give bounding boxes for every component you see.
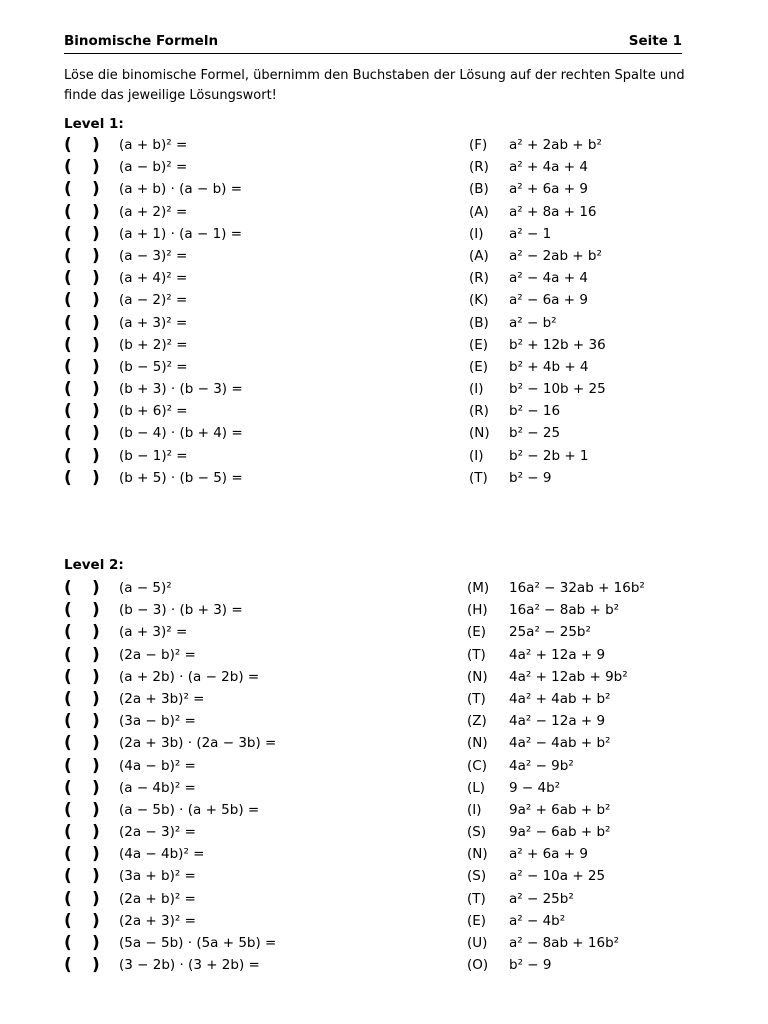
solution-letter: (I) — [469, 447, 484, 464]
answer-blank-close-paren: ) — [92, 223, 100, 244]
answer-blank-open-paren[interactable]: ( — [64, 910, 72, 931]
exercise-expression: (4a − b)² = — [119, 757, 196, 774]
answer-blank-open-paren[interactable]: ( — [64, 201, 72, 222]
exercise-row — [0, 268, 768, 290]
level-2-exercise-list — [0, 578, 768, 977]
answer-blank-open-paren[interactable]: ( — [64, 777, 72, 798]
solution-letter: (R) — [469, 270, 489, 287]
solution-expression: b² − 25 — [509, 425, 561, 442]
exercise-expression: (a + 3)² = — [119, 314, 188, 331]
solution-expression: 4a² + 12a + 9 — [509, 646, 606, 663]
answer-blank-close-paren: ) — [92, 955, 100, 976]
instructions-text: Löse die binomische Formel, übernimm den Buchstaben der Lösung auf der rechten Spalte und finde das jeweilige Lösungswort! — [64, 68, 685, 103]
answer-blank-close-paren: ) — [92, 822, 100, 843]
exercise-expression: (2a + 3)² = — [119, 912, 196, 929]
exercise-expression: (2a + 3b) · (2a − 3b) = — [119, 735, 277, 752]
solution-expression: b² − 9 — [509, 469, 552, 486]
solution-expression: 16a² − 8ab + b² — [509, 602, 620, 619]
exercise-row — [0, 379, 768, 401]
solution-expression: a² − 4b² — [509, 912, 566, 929]
solution-expression: a² − 8ab + 16b² — [509, 935, 620, 951]
document-title: Binomische Formeln — [64, 33, 219, 49]
solution-letter: (A) — [469, 203, 489, 220]
answer-blank-open-paren[interactable]: ( — [64, 666, 72, 687]
exercise-row — [0, 622, 768, 644]
exercise-expression: (2a − 3)² = — [119, 824, 196, 841]
exercise-row — [0, 667, 768, 689]
exercise-row — [0, 866, 768, 888]
answer-blank-close-paren: ) — [92, 401, 100, 422]
answer-blank-close-paren: ) — [92, 666, 100, 687]
exercise-row — [0, 911, 768, 933]
answer-blank-open-paren[interactable]: ( — [64, 423, 72, 444]
answer-blank-open-paren[interactable]: ( — [64, 290, 72, 311]
solution-expression: a² − 1 — [509, 225, 552, 242]
solution-letter: (T) — [467, 646, 486, 663]
answer-blank-open-paren[interactable]: ( — [64, 955, 72, 976]
solution-expression: 9a² − 6ab + b² — [509, 824, 611, 841]
solution-expression: 16a² − 32ab + 16b² — [509, 580, 645, 596]
answer-blank-open-paren[interactable]: ( — [64, 223, 72, 244]
exercise-expression: (a + b)² = — [119, 137, 188, 153]
exercise-row — [0, 645, 768, 667]
exercise-expression: (b − 5)² = — [119, 358, 188, 375]
solution-letter: (N) — [469, 425, 490, 442]
level-1-title: Level 1: — [64, 116, 124, 132]
exercise-row — [0, 600, 768, 622]
solution-letter: (T) — [467, 890, 486, 907]
solution-letter: (T) — [467, 690, 486, 707]
exercise-row — [0, 578, 768, 600]
exercise-expression: (a − 4b)² = — [119, 779, 196, 796]
solution-letter: (E) — [467, 624, 487, 641]
exercise-row — [0, 202, 768, 224]
exercise-expression: (2a − b)² = — [119, 646, 196, 663]
solution-letter: (M) — [467, 580, 490, 596]
answer-blank-close-paren: ) — [92, 245, 100, 266]
exercise-expression: (a − b)² = — [119, 159, 188, 176]
answer-blank-close-paren: ) — [92, 600, 100, 621]
solution-letter: (U) — [467, 935, 488, 951]
solution-expression: 4a² − 9b² — [509, 757, 574, 774]
answer-blank-open-paren[interactable]: ( — [64, 445, 72, 466]
exercise-row — [0, 933, 768, 955]
answer-blank-close-paren: ) — [92, 866, 100, 887]
header-divider — [64, 53, 682, 54]
exercise-expression: (a − 2)² = — [119, 292, 188, 309]
solution-letter: (N) — [467, 668, 488, 685]
solution-expression: a² + 6a + 9 — [509, 846, 588, 863]
answer-blank-close-paren: ) — [92, 777, 100, 798]
answer-blank-close-paren: ) — [92, 755, 100, 776]
answer-blank-close-paren: ) — [92, 356, 100, 377]
solution-letter: (T) — [469, 469, 488, 486]
exercise-expression: (4a − 4b)² = — [119, 846, 205, 863]
exercise-expression: (5a − 5b) · (5a + 5b) = — [119, 935, 277, 951]
exercise-row — [0, 335, 768, 357]
exercise-row — [0, 401, 768, 423]
solution-letter: (O) — [467, 957, 489, 974]
exercise-expression: (a − 5b) · (a + 5b) = — [119, 801, 260, 818]
solution-expression: a² + 2ab + b² — [509, 137, 602, 153]
answer-blank-close-paren: ) — [92, 888, 100, 909]
answer-blank-open-paren[interactable]: ( — [64, 644, 72, 665]
solution-expression: a² + 6a + 9 — [509, 181, 588, 198]
exercise-expression: (2a + 3b)² = — [119, 690, 205, 707]
exercise-expression: (b + 2)² = — [119, 336, 188, 353]
exercise-row — [0, 889, 768, 911]
solution-letter: (R) — [469, 159, 489, 176]
exercise-expression: (a + 4)² = — [119, 270, 188, 287]
answer-blank-close-paren: ) — [92, 799, 100, 820]
exercise-expression: (b + 5) · (b − 5) = — [119, 469, 243, 486]
level-1-exercise-list — [0, 135, 768, 490]
answer-blank-close-paren: ) — [92, 157, 100, 178]
exercise-row — [0, 313, 768, 335]
solution-letter: (L) — [467, 779, 486, 796]
exercise-row — [0, 689, 768, 711]
answer-blank-open-paren[interactable]: ( — [64, 733, 72, 754]
solution-letter: (I) — [469, 225, 484, 242]
solution-letter: (B) — [469, 314, 489, 331]
answer-blank-close-paren: ) — [92, 135, 100, 155]
exercise-expression: (a − 5)² — [119, 580, 172, 596]
solution-expression: 4a² − 4ab + b² — [509, 735, 611, 752]
solution-letter: (C) — [467, 757, 487, 774]
solution-letter: (H) — [467, 602, 488, 619]
exercise-expression: (b + 3) · (b − 3) = — [119, 381, 243, 398]
exercise-row — [0, 246, 768, 268]
answer-blank-close-paren: ) — [92, 201, 100, 222]
exercise-row — [0, 778, 768, 800]
exercise-expression: (a + 1) · (a − 1) = — [119, 225, 243, 242]
solution-expression: 4a² + 4ab + b² — [509, 690, 611, 707]
solution-expression: a² − 2ab + b² — [509, 247, 602, 264]
answer-blank-close-paren: ) — [92, 290, 100, 311]
solution-expression: a² − 6a + 9 — [509, 292, 588, 309]
answer-blank-close-paren: ) — [92, 179, 100, 200]
page-number: Seite 1 — [628, 33, 682, 49]
solution-expression: b² + 4b + 4 — [509, 358, 589, 375]
answer-blank-close-paren: ) — [92, 910, 100, 931]
exercise-expression: (a + b) · (a − b) = — [119, 181, 243, 198]
exercise-row — [0, 844, 768, 866]
answer-blank-close-paren: ) — [92, 933, 100, 953]
exercise-expression: (2a + b)² = — [119, 890, 196, 907]
solution-letter: (N) — [467, 846, 488, 863]
exercise-expression: (a + 3)² = — [119, 624, 188, 641]
answer-blank-open-paren[interactable]: ( — [64, 799, 72, 820]
solution-letter: (A) — [469, 247, 489, 264]
answer-blank-close-paren: ) — [92, 423, 100, 444]
answer-blank-open-paren[interactable]: ( — [64, 157, 72, 178]
answer-blank-close-paren: ) — [92, 268, 100, 289]
solution-letter: (E) — [469, 358, 489, 375]
answer-blank-open-paren[interactable]: ( — [64, 622, 72, 643]
solution-letter: (Z) — [467, 713, 487, 730]
exercise-row — [0, 224, 768, 246]
exercise-expression: (a + 2b) · (a − 2b) = — [119, 668, 260, 685]
exercise-row — [0, 468, 768, 490]
solution-expression: b² + 12b + 36 — [509, 336, 606, 353]
exercise-row — [0, 822, 768, 844]
exercise-row — [0, 800, 768, 822]
answer-blank-close-paren: ) — [92, 711, 100, 732]
solution-expression: 4a² − 12a + 9 — [509, 713, 606, 730]
answer-blank-close-paren: ) — [92, 334, 100, 355]
solution-letter: (B) — [469, 181, 489, 198]
exercise-expression: (b + 6)² = — [119, 403, 188, 420]
answer-blank-close-paren: ) — [92, 733, 100, 754]
solution-expression: a² + 8a + 16 — [509, 203, 597, 220]
solution-expression: a² + 4a + 4 — [509, 159, 588, 176]
answer-blank-close-paren: ) — [92, 688, 100, 709]
answer-blank-open-paren[interactable]: ( — [64, 312, 72, 333]
solution-letter: (E) — [467, 912, 487, 929]
solution-expression: 9a² + 6ab + b² — [509, 801, 611, 818]
exercise-expression: (a + 2)² = — [119, 203, 188, 220]
page-header — [64, 33, 682, 49]
exercise-row — [0, 955, 768, 977]
answer-blank-close-paren: ) — [92, 467, 100, 488]
solution-letter: (F) — [469, 137, 488, 153]
answer-blank-close-paren: ) — [92, 312, 100, 333]
answer-blank-open-paren[interactable]: ( — [64, 245, 72, 266]
solution-expression: a² − b² — [509, 314, 557, 331]
level-2-title: Level 2: — [64, 557, 124, 573]
solution-letter: (I) — [467, 801, 482, 818]
exercise-row — [0, 357, 768, 379]
answer-blank-open-paren[interactable]: ( — [64, 755, 72, 776]
solution-expression: 9 − 4b² — [509, 779, 561, 796]
answer-blank-open-paren[interactable]: ( — [64, 822, 72, 843]
answer-blank-open-paren[interactable]: ( — [64, 179, 72, 200]
answer-blank-open-paren[interactable]: ( — [64, 135, 72, 155]
solution-expression: b² − 10b + 25 — [509, 381, 606, 398]
answer-blank-open-paren[interactable]: ( — [64, 467, 72, 488]
solution-letter: (N) — [467, 735, 488, 752]
exercise-expression: (3a + b)² = — [119, 868, 196, 885]
answer-blank-close-paren: ) — [92, 622, 100, 643]
answer-blank-open-paren[interactable]: ( — [64, 866, 72, 887]
answer-blank-close-paren: ) — [92, 844, 100, 865]
exercise-row — [0, 179, 768, 201]
solution-expression: b² − 9 — [509, 957, 552, 974]
solution-expression: b² − 16 — [509, 403, 561, 420]
answer-blank-open-paren[interactable]: ( — [64, 334, 72, 355]
answer-blank-close-paren: ) — [92, 644, 100, 665]
exercise-row — [0, 711, 768, 733]
solution-expression: 25a² − 25b² — [509, 624, 591, 641]
exercise-expression: (a − 3)² = — [119, 247, 188, 264]
exercise-row — [0, 446, 768, 468]
solution-letter: (E) — [469, 336, 489, 353]
answer-blank-open-paren[interactable]: ( — [64, 688, 72, 709]
exercise-expression: (3 − 2b) · (3 + 2b) = — [119, 957, 260, 974]
exercise-row — [0, 756, 768, 778]
exercise-row — [0, 423, 768, 445]
exercise-expression: (b − 3) · (b + 3) = — [119, 602, 243, 619]
answer-blank-open-paren[interactable]: ( — [64, 268, 72, 289]
solution-letter: (S) — [467, 824, 487, 841]
answer-blank-close-paren: ) — [92, 445, 100, 466]
solution-expression: a² − 4a + 4 — [509, 270, 588, 287]
solution-expression: a² − 10a + 25 — [509, 868, 606, 885]
solution-expression: b² − 2b + 1 — [509, 447, 589, 464]
exercise-row — [0, 157, 768, 179]
answer-blank-open-paren[interactable]: ( — [64, 379, 72, 400]
answer-blank-open-paren[interactable]: ( — [64, 578, 72, 598]
solution-letter: (R) — [469, 403, 489, 420]
solution-expression: 4a² + 12ab + 9b² — [509, 668, 628, 685]
answer-blank-close-paren: ) — [92, 578, 100, 598]
answer-blank-close-paren: ) — [92, 379, 100, 400]
exercise-expression: (b − 4) · (b + 4) = — [119, 425, 243, 442]
exercise-row — [0, 135, 768, 157]
answer-blank-open-paren[interactable]: ( — [64, 401, 72, 422]
answer-blank-open-paren[interactable]: ( — [64, 933, 72, 953]
answer-blank-open-paren[interactable]: ( — [64, 844, 72, 865]
exercise-row — [0, 290, 768, 312]
solution-letter: (S) — [467, 868, 487, 885]
solution-letter: (K) — [469, 292, 489, 309]
solution-expression: a² − 25b² — [509, 890, 574, 907]
exercise-row — [0, 733, 768, 755]
answer-blank-open-paren[interactable]: ( — [64, 888, 72, 909]
exercise-expression: (3a − b)² = — [119, 713, 196, 730]
answer-blank-open-paren[interactable]: ( — [64, 600, 72, 621]
answer-blank-open-paren[interactable]: ( — [64, 711, 72, 732]
exercise-expression: (b − 1)² = — [119, 447, 188, 464]
solution-letter: (I) — [469, 381, 484, 398]
answer-blank-open-paren[interactable]: ( — [64, 356, 72, 377]
